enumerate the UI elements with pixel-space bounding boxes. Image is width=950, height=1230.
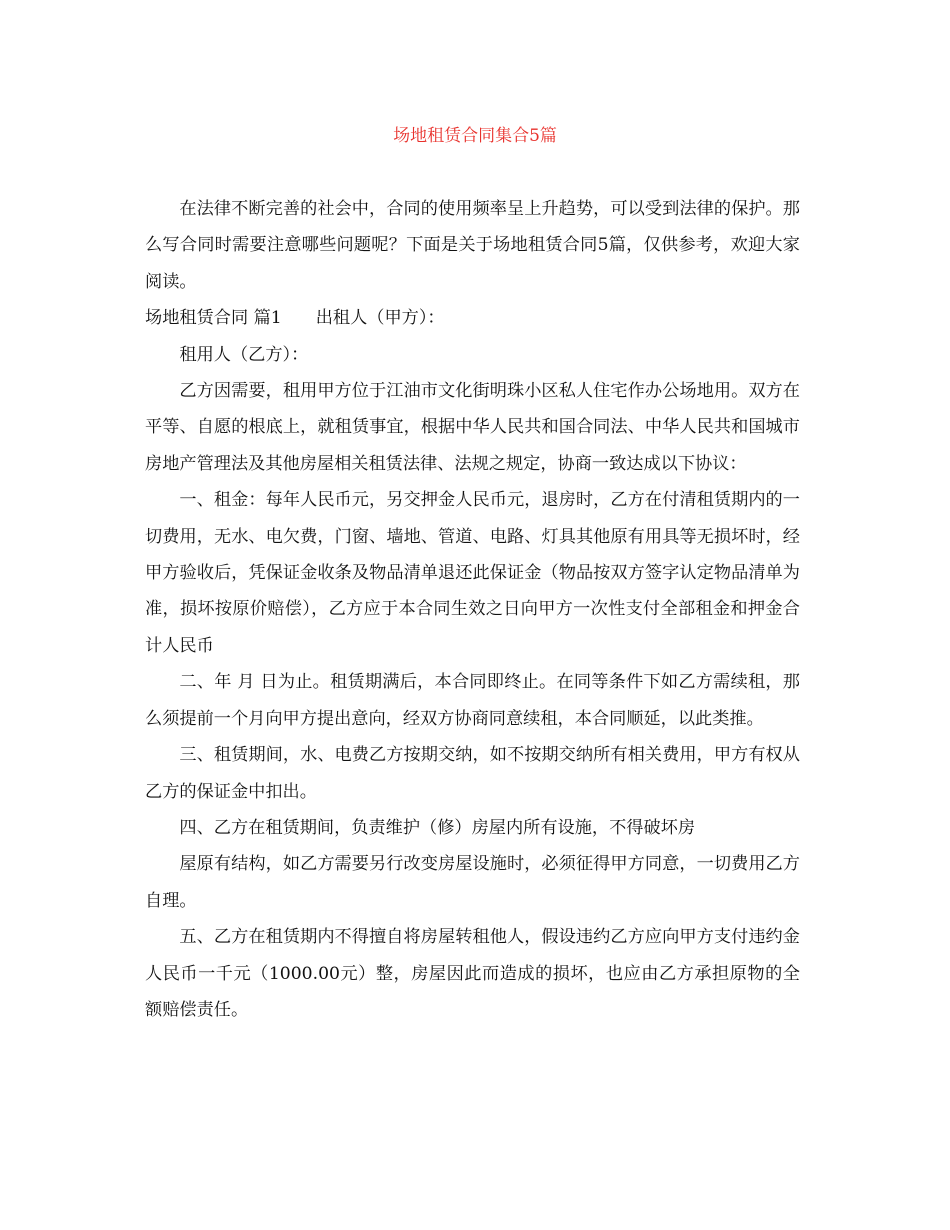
clause-paragraph-rent: 一、租金：每年人民币元，另交押金人民币元，退房时，乙方在付清租赁期内的一切费用，无水、电欠费，门窗、墙地、管道、电路、灯具其他原有用具等无损坏时，经甲方验收后，凭保证金收条及物品清单退还此保证金（物品按双方签字认定物品清单为准，损坏按原价赔偿），乙方应于本合同生效之日向甲方一次性支付全部租金和押金合计人民币 [145, 490, 800, 656]
intro-paragraph: 在法律不断完善的社会中，合同的使用频率呈上升趋势，可以受到法律的保护。那么写合同时需要注意哪些问题呢？下面是关于场地租赁合同5篇，仅供参考，欢迎大家阅读。 [145, 199, 800, 292]
clause-paragraph-term: 二、年 月 日为止。租赁期满后，本合同即终止。在同等条件下如乙方需续租，那么须提前一个月向甲方提出意向，经双方协商同意续租，本合同顺延，以此类推。 [145, 672, 800, 729]
lessee-label: 租用人（乙方）： [179, 344, 309, 365]
section-heading-line [145, 300, 800, 336]
section-heading: 场地租赁合同 篇1 [145, 308, 282, 329]
clause-paragraph-maintenance: 四、乙方在租赁期间，负责维护（修）房屋内所有设施，不得破坏房 [179, 817, 696, 838]
clause-paragraph-preamble: 乙方因需要，租用甲方位于江油市文化街明珠小区私人住宅作办公场地用。双方在平等、自愿的根底上，就租赁事宜，根据中华人民共和国合同法、中华人民共和国城市房地产管理法及其他房屋相关租赁法律、法规之规定，协商一致达成以下协议： [145, 381, 800, 474]
document-body [145, 191, 800, 1028]
clause-paragraph-structure: 屋原有结构，如乙方需要另行改变房屋设施时，必须征得甲方同意，一切费用乙方自理。 [145, 854, 800, 911]
clause-paragraph-sublet: 五、乙方在租赁期内不得擅自将房屋转租他人，假设违约乙方应向甲方支付违约金人民币一千元（1000.00元）整，房屋因此而造成的损坏，也应由乙方承担原物的全额赔偿责任。 [145, 927, 800, 1020]
lessor-label: 出租人（甲方）： [315, 308, 445, 329]
document-title: 场地租赁合同集合5篇 [393, 126, 557, 146]
clause-paragraph-utilities: 三、租赁期间，水、电费乙方按期交纳，如不按期交纳所有相关费用，甲方有权从乙方的保证金中扣出。 [145, 745, 800, 802]
